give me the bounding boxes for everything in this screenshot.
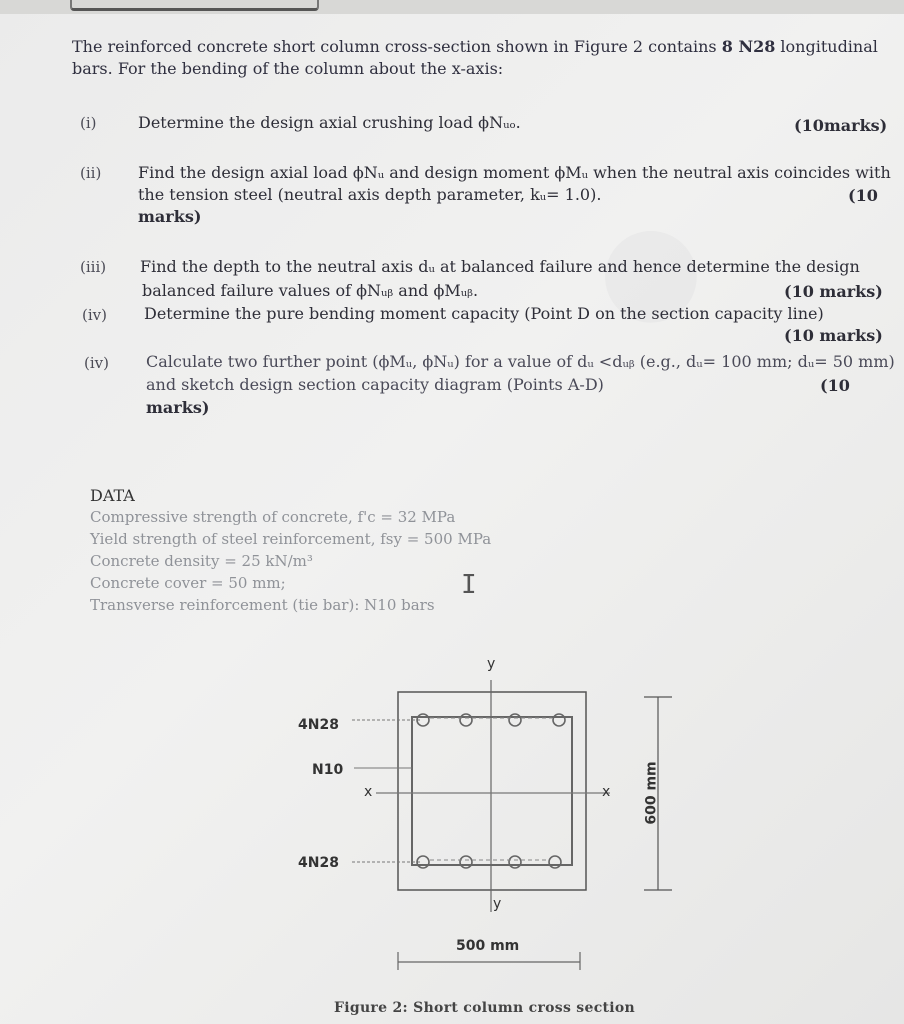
label-n10: N10 <box>312 762 344 778</box>
top-bar-2 <box>460 714 472 726</box>
watermark: ● <box>560 182 730 357</box>
question-5-marks: (10 <box>820 376 850 395</box>
axis-y-top-label: y <box>487 656 496 672</box>
question-2-marks-cont: marks) <box>138 207 202 226</box>
intro-line-1-pre: The reinforced concrete short column cross-section shown in Figure 2 contains <box>72 37 722 56</box>
text-cursor-icon: I <box>461 570 477 600</box>
bottom-bars <box>417 856 561 868</box>
bottom-bar-2 <box>460 856 472 868</box>
data-line-ties: Transverse reinforcement (tie bar): N10 bars <box>90 596 435 614</box>
top-bar-4 <box>553 714 565 726</box>
question-2-number: (ii) <box>80 164 102 182</box>
tie-bar <box>412 717 572 865</box>
top-bar-3 <box>509 714 521 726</box>
question-3-number: (iii) <box>80 258 107 276</box>
question-4-text: Determine the pure bending moment capacity (Point D on the section capacity line) <box>144 304 824 323</box>
question-4-marks: (10 marks) <box>784 326 883 345</box>
data-line-cover: Concrete cover = 50 mm; <box>90 574 286 592</box>
question-4-number: (iv) <box>82 306 107 324</box>
question-2-line-1: Find the design axial load ϕNᵤ and design moment ϕMᵤ when the neutral axis coincides with <box>138 163 891 182</box>
question-1-number: (i) <box>80 114 97 132</box>
label-4n28-top: 4N28 <box>298 717 339 733</box>
question-5-marks-cont: marks) <box>146 398 210 417</box>
intro-line-2: bars. For the bending of the column about the x-axis: <box>72 59 504 78</box>
question-3-line-2: balanced failure values of ϕNᵤᵦ and ϕMᵤᵦ. <box>142 281 479 300</box>
figure-caption: Figure 2: Short column cross section <box>334 1000 636 1016</box>
dim-width-label: 500 mm <box>456 938 520 954</box>
concrete-outline <box>398 692 586 890</box>
dim-height-label: 600 mm <box>643 761 660 825</box>
intro-line-1-post: longitudinal <box>775 37 878 56</box>
data-title: DATA <box>90 486 135 505</box>
intro-line-1-bold: 8 N28 <box>721 37 776 56</box>
question-1-marks: (10marks) <box>794 116 888 135</box>
bottom-bar-4 <box>549 856 561 868</box>
label-4n28-bottom: 4N28 <box>298 855 339 871</box>
question-2-line-2: the tension steel (neutral axis depth parameter, kᵤ= 1.0). <box>138 185 602 204</box>
data-line-steel-yield: Yield strength of steel reinforcement, fsy = 500 MPa <box>90 530 492 548</box>
question-3-line-1: Find the depth to the neutral axis dᵤ at balanced failure and hence determine the design <box>140 257 860 276</box>
axis-y-bottom-label: y <box>493 896 502 912</box>
question-2-marks: (10 <box>848 186 878 205</box>
axis-x-right-label: x <box>602 784 611 800</box>
bottom-bar-3 <box>509 856 521 868</box>
question-5-number: (iv) <box>84 354 109 372</box>
question-3-marks: (10 marks) <box>784 282 883 301</box>
data-line-concrete-strength: Compressive strength of concrete, f'c = 32 MPa <box>90 508 456 526</box>
question-5-line-1: Calculate two further point (ϕMᵤ, ϕNᵤ) for a value of dᵤ <dᵤᵦ (e.g., dᵤ= 100 mm; dᵤ= 50 mm) <box>146 352 895 371</box>
question-1-text: Determine the design axial crushing load ϕNᵤₒ. <box>138 113 521 132</box>
axis-x-left-label: x <box>364 784 373 800</box>
data-line-density: Concrete density = 25 kN/m³ <box>90 552 313 570</box>
question-5-line-2: and sketch design section capacity diagram (Points A-D) <box>146 375 604 394</box>
